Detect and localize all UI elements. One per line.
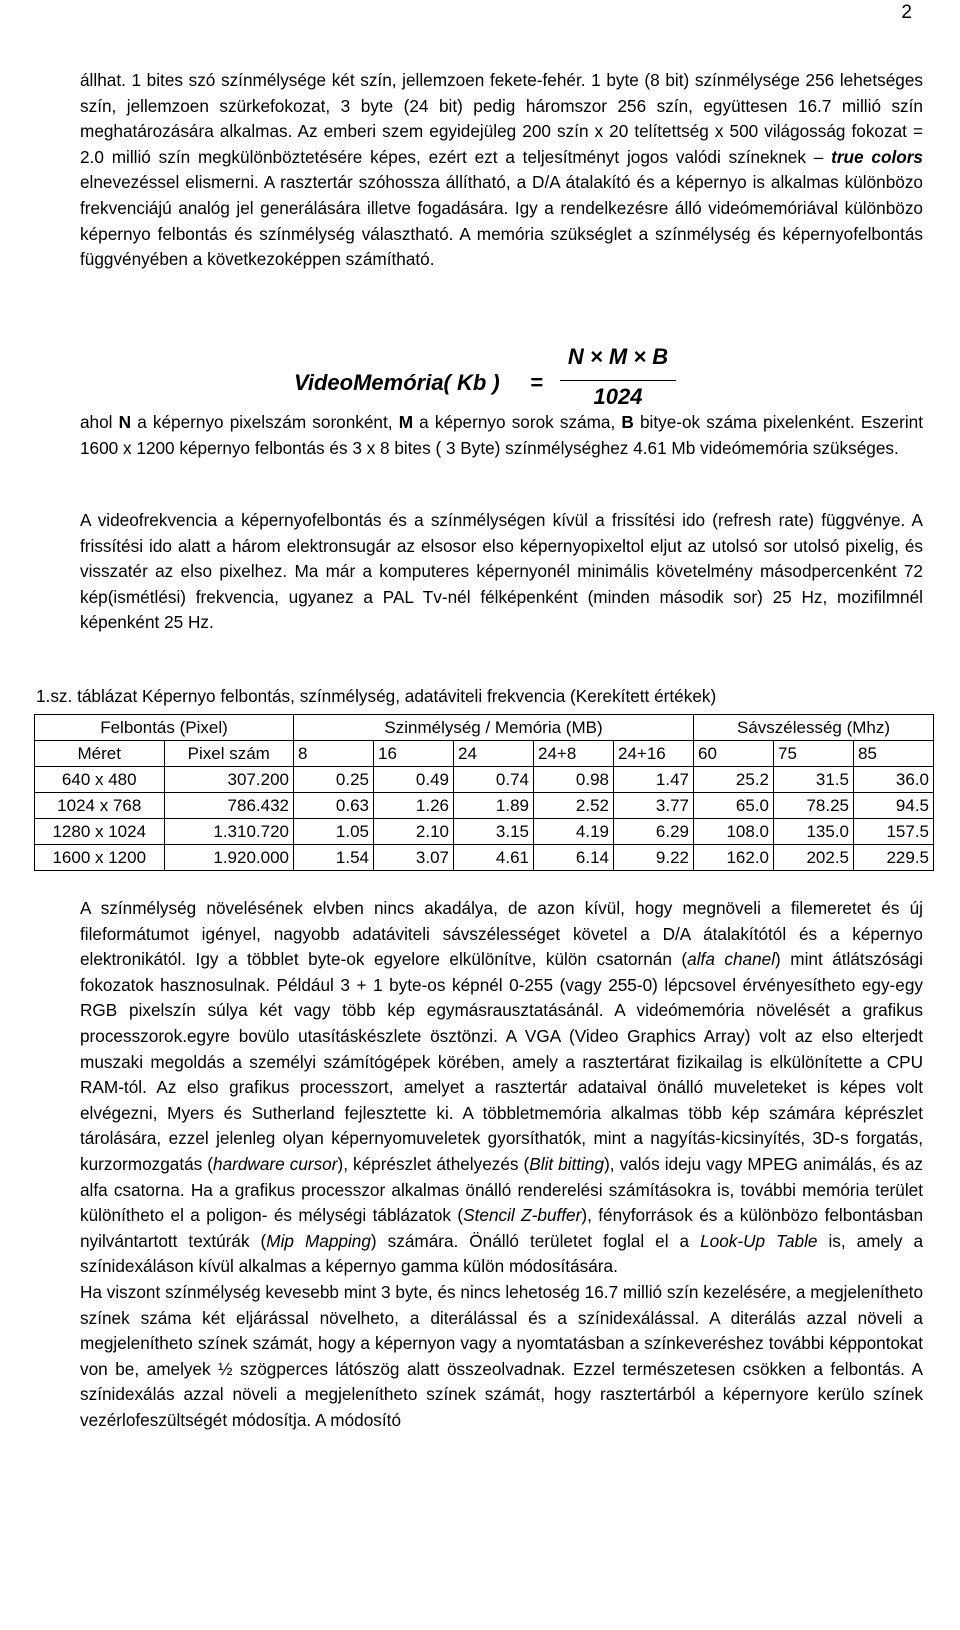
symbol-m: M — [398, 412, 414, 432]
table-cell: 1024 x 768 — [35, 793, 165, 819]
symbol-b: B — [621, 412, 634, 432]
table-cell: 229.5 — [854, 845, 934, 871]
table-cell: 1.26 — [374, 793, 454, 819]
table-cell: 1.310.720 — [164, 819, 294, 845]
paragraph-text: a képernyo pixelszám soronként, — [131, 412, 399, 432]
table-cell: 36.0 — [854, 767, 934, 793]
paragraph-text: Ha viszont színmélység kevesebb mint 3 byte, és nincs lehetoség 16.7 millió szín kezelésére, a megjelenítheto színek száma két eljárással növelheto, a diterálással és a színidexálással. A diterálás azzal növeli a megjelenítheto színek számát, hogy a képernyon vagy a nyomtatásban a színkeveréshez további képpontokat von be, amelyek ½ szögperces látószög alatt összeolvadnak. Ezzel természetesen csökken a felbontás. A színidexálás azzal növeli a megjelenítheto színek számát, hogy rasztertárból a képernyore kerülo színek vezérlofeszültségét módosítja. A módosító — [80, 1282, 923, 1430]
paragraph-text: ), képrészlet áthelyezés ( — [337, 1153, 530, 1174]
lookup-table-term: Look-Up Table — [700, 1230, 818, 1251]
resolution-table — [34, 714, 934, 871]
group-header-bandwidth: Sávszélesség (Mhz) — [694, 715, 934, 741]
table-cell: 108.0 — [694, 819, 774, 845]
table-cell: 3.07 — [374, 845, 454, 871]
paragraph-text: ahol — [80, 412, 119, 432]
table-cell: 1280 x 1024 — [35, 819, 165, 845]
table-subheader-row — [35, 741, 934, 767]
table-cell: 1600 x 1200 — [35, 845, 165, 871]
subheader-24-16: 24+16 — [614, 741, 694, 767]
table-cell: 135.0 — [774, 819, 854, 845]
table-group-header-row — [35, 715, 934, 741]
formula-numerator: N × M × B — [567, 344, 669, 369]
formula-denominator: 1024 — [593, 384, 643, 409]
paragraph-text: állhat. 1 bites szó színmélysége két szín, jellemzoen fekete-fehér. 1 byte (8 bit) színmélysége 256 lehetséges szín, jellemzoen szürkefokozat, 3 byte (24 bit) pedig háromszor 256 szín, együttesen 16.7 millió szín meghatározására alkalmas. Az emberi szem egyidejüleg 200 szín x 20 telítettség x 500 világosság fokozat = 2.0 millió szín megkülönböztetésére képes, ezért ezt a teljesítményt jogos valódi színeknek – — [80, 70, 923, 167]
paragraph-text: ), fényforrások és a különbözo felbontásban nyilvántartott textúrák ( — [80, 1205, 924, 1251]
paragraph-text: elnevezéssel elismerni. A rasztertár szóhossza állítható, a D/A átalakító és a képernyo is alkalmas különbözo frekvenciájú analóg jel generálására illetve fogadására. Igy a rendelkezésre álló videómemóriával különbözo képernyo felbontás és színmélység választható. A memória szükséglet a színmélység és képernyofelbontás függvényében a következoképpen számítható. — [80, 172, 923, 270]
paragraph-refresh-rate — [80, 508, 923, 636]
paragraph-text: ) mint átlátszósági fokozatok hasznosulnak. Például 3 + 1 byte-os képnél 0-255 (vagy 255-0) lépcsovel érvényesítheto egy-egy RGB pixelszín súlya két vagy több kép egymásrausztatásánál. A videómemória növelését a grafikus processzorok.egyre bovülo utasításkészlete ösztönzi. A VGA (Video Graphics Array) volt az elso elterjedt muszaki megoldás a személyi számítógépek körében, amely a rasztertárat fizikailag is elkülönítette a CPU RAM-tól. Az elso grafikus processzort, amelyet a rasztertár adataival önálló muveleteket is képes volt elvégezni, Myers és Sutherland fejlesztette ki. A többletmemória alkalmas több kép számára képrészlet tárolására, ezzel jelenleg olyan képernyomuveletek gyorsíthatók, mint a nagyítás-kicsinyítés, 3D-s forgatás, kurzormozgatás ( — [80, 949, 923, 1174]
table-cell: 640 x 480 — [35, 767, 165, 793]
table-cell: 1.05 — [294, 819, 374, 845]
table-cell: 162.0 — [694, 845, 774, 871]
subheader-85: 85 — [854, 741, 934, 767]
table-cell: 202.5 — [774, 845, 854, 871]
table-caption: 1.sz. táblázat Képernyo felbontás, színmélység, adatáviteli frekvencia (Kerekített értékek) — [36, 686, 717, 706]
table-cell: 1.47 — [614, 767, 694, 793]
table-cell: 0.49 — [374, 767, 454, 793]
table-cell: 0.63 — [294, 793, 374, 819]
fraction-bar — [560, 380, 676, 381]
alfa-chanel-term: alfa chanel — [687, 949, 776, 970]
table-cell: 4.61 — [454, 845, 534, 871]
paragraph-dithering — [80, 1280, 923, 1434]
table-cell: 2.10 — [374, 819, 454, 845]
paragraph-text: a képernyo sorok száma, — [413, 412, 622, 432]
stencil-zbuffer-term: Stencil Z-buffer — [463, 1205, 582, 1226]
table-cell: 1.920.000 — [164, 845, 294, 871]
mip-mapping-term: Mip Mapping — [266, 1230, 371, 1251]
table-cell: 6.14 — [534, 845, 614, 871]
subheader-size: Méret — [35, 741, 165, 767]
paragraph-text: A videofrekvencia a képernyofelbontás és a színmélységen kívül a frissítési ido (refresh rate) függvénye. A frissítési ido alatt a három elektronsugár az elsosor elso képernyopixeltol eljut az utolsó sor utolsó pixelig, és visszatér az elso pixelhez. Ma már a komputeres képernyonél minimális követelmény másodpercenként 72 kép(ismétlési) frekvencia, ugyanez a PAL Tv-nél félképenként (minden második sor) 25 Hz, mozifilmnél képenként 25 Hz. — [80, 510, 923, 633]
paragraph-color-depth — [80, 68, 923, 273]
group-header-resolution: Felbontás (Pixel) — [35, 715, 294, 741]
blit-bitting-term: Blit bitting — [529, 1153, 605, 1174]
subheader-24-8: 24+8 — [534, 741, 614, 767]
paragraph-graphics-processor — [80, 896, 923, 1280]
table-cell: 4.19 — [534, 819, 614, 845]
page-number: 2 — [901, 2, 912, 23]
group-header-depth-memory: Szinmélység / Memória (MB) — [294, 715, 694, 741]
subheader-60: 60 — [694, 741, 774, 767]
table-cell: 2.52 — [534, 793, 614, 819]
table-row — [35, 767, 934, 793]
table-cell: 1.89 — [454, 793, 534, 819]
table-cell: 65.0 — [694, 793, 774, 819]
paragraph-text: ) számára. Önálló területet foglal el a — [370, 1230, 701, 1251]
paragraph-text: ), valós ideju vagy MPEG animálás, és az alfa csatorna. Ha a grafikus processzor alkalmas önálló renderelési számításokra is, további memória terület különítheto el a poligon- és mélységi táblázatok ( — [80, 1153, 923, 1226]
subheader-16: 16 — [374, 741, 454, 767]
symbol-n: N — [118, 412, 132, 432]
table-cell: 25.2 — [694, 767, 774, 793]
table-cell: 94.5 — [854, 793, 934, 819]
table-cell: 1.54 — [294, 845, 374, 871]
table-row — [35, 793, 934, 819]
paragraph-text: is, amely a színidexáláson kívül alkalmas a képernyo gamma külön módosítására. — [80, 1230, 924, 1277]
table-cell: 6.29 — [614, 819, 694, 845]
subheader-pixel-count: Pixel szám — [164, 741, 294, 767]
table-row — [35, 819, 934, 845]
table-cell: 78.25 — [774, 793, 854, 819]
table-cell: 0.98 — [534, 767, 614, 793]
table-cell: 157.5 — [854, 819, 934, 845]
subheader-8: 8 — [294, 741, 374, 767]
true-colors-term: true colors — [831, 146, 923, 167]
subheader-24: 24 — [454, 741, 534, 767]
table-cell: 0.25 — [294, 767, 374, 793]
table-cell: 3.15 — [454, 819, 534, 845]
paragraph-formula-explanation — [80, 410, 923, 461]
table-row — [35, 845, 934, 871]
table-cell: 9.22 — [614, 845, 694, 871]
table-cell: 31.5 — [774, 767, 854, 793]
subheader-75: 75 — [774, 741, 854, 767]
table-cell: 0.74 — [454, 767, 534, 793]
paragraph-text: bitye-ok száma pixelenként. Eszerint 1600 x 1200 képernyo felbontás és 3 x 8 bites ( 3 Byte) színmélységhez 4.61 Mb videómemória szükséges. — [80, 412, 923, 458]
table-cell: 786.432 — [164, 793, 294, 819]
table-cell: 307.200 — [164, 767, 294, 793]
paragraph-text: A színmélység növelésének elvben nincs akadálya, de azon kívül, hogy megnöveli a filemeretet és új fileformátumot igényel, nagyobb adatáviteli sávszélességet követel a D/A átalakítótól és a képernyo elektronikától. Igy a többlet byte-ok egyelore elkülönítve, külön csatornán ( — [80, 898, 923, 970]
formula-lhs: VideoMemória( Kb ) — [294, 370, 500, 395]
hardware-cursor-term: hardware cursor — [213, 1153, 338, 1174]
formula-equals: = — [530, 370, 543, 395]
table-cell: 3.77 — [614, 793, 694, 819]
